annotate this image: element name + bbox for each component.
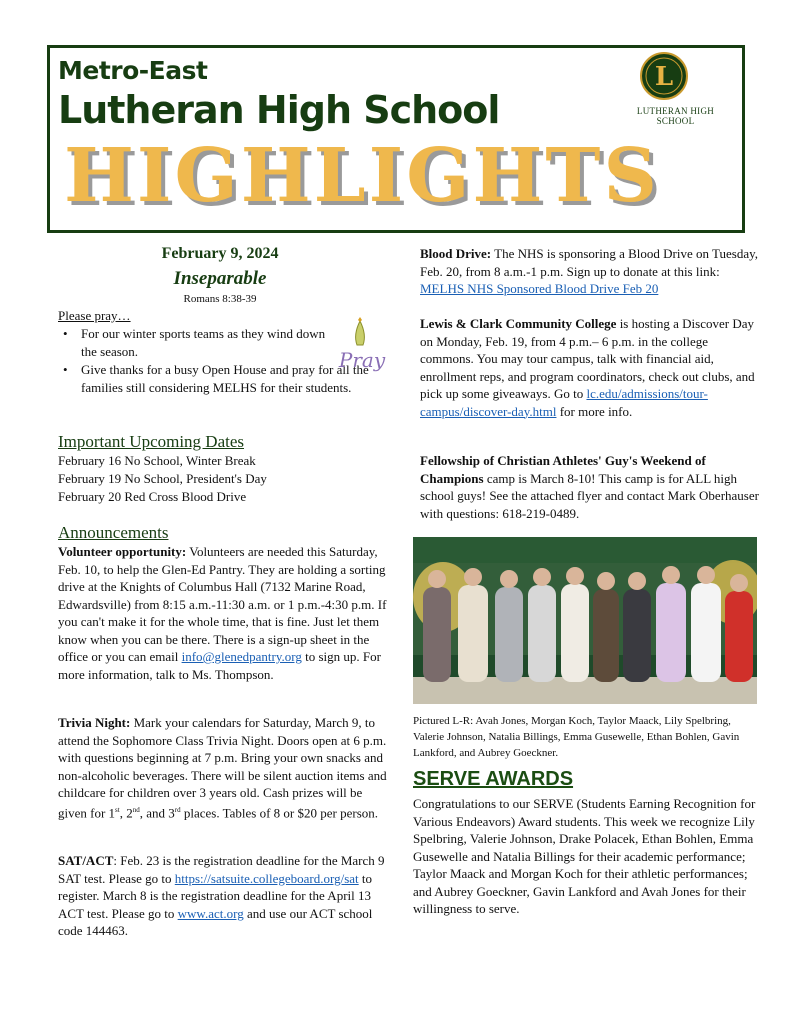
serve-awards-heading: SERVE AWARDS — [413, 768, 574, 790]
issue-verse: Romans 8:38-39 — [183, 293, 257, 305]
pray-icon-label: Pray — [338, 348, 386, 372]
act-link[interactable]: www.act.org — [177, 905, 244, 921]
serve-awards-paragraph: Congratulations to our SERVE (Students Earning Recognition for Various Endeavors) Award students. This week we recognize Lily Spelbring, Valerie Johnson, Drake Polacek, Ethan Bohlen, Emma Gusewelle and Natalia Billings for their academic performance; Taylor Maack and Morgan Koch for their athletic performances; and Aubrey Goeckner, Gavin Lankford and Avah Jones for their willingness to serve. — [413, 796, 756, 916]
fca-paragraph: Fellowship of Christian Athletes' Guy's Weekend of Champions camp is March 8-10! This camp is for ALL high school guys! See the attached flyer and contact Mark Oberhauser with questions: 618-219-0489. — [420, 453, 759, 521]
blood-drive-link[interactable]: MELHS NHS Sponsored Blood Drive Feb 20 — [420, 281, 659, 296]
sat-link[interactable]: https://satsuite.collegeboard.org/sat — [174, 870, 359, 886]
lewis-clark-paragraph: Lewis & Clark Community College is hosting a Discover Day on Monday, Feb. 19, from 4 p.m.– 6 p.m. in the college commons. You may tour campus, talk with financial aid, enrollment reps, and program coordinators, check out clubs, and pick up some giveaways. Go to lc.edu/admissions/tour-campus/discover-day.html for more info. — [420, 316, 755, 419]
issue-date: February 9, 2024 — [161, 245, 279, 262]
prayer-item: • Give thanks for a busy Open House and pray for all the families still considering MELHS for their students. — [63, 362, 369, 395]
date-item: February 20 Red Cross Blood Drive — [58, 489, 247, 504]
masthead-school-name: Lutheran High School — [58, 88, 500, 132]
masthead-line1: Metro-East — [58, 56, 208, 85]
sat-act-paragraph: SAT/ACT: Feb. 23 is the registration deadline for the March 9 SAT test. Please go to https://satsuite.collegeboard.org/sat to register. March 8 is the registration deadline for the April 13 ACT test. Please go to www.act.org and use our ACT school code 144463. — [58, 853, 385, 938]
logo-caption: LUTHERAN HIGH SCHOOL — [636, 106, 715, 126]
praying-hands-icon — [330, 315, 390, 373]
trivia-paragraph: Trivia Night: Mark your calendars for Saturday, March 9, to attend the Sophomore Class Trivia Night. Doors open at 6 p.m. with questions beginning at 7 p.m. Bring your own snacks and non-alcoholic beverages. There will be silent auction items and childcare for children over 3 years old. Cash prizes will be given for 1st, 2nd, and 3rd places. Tables of 8 or $20 per person. — [58, 715, 387, 820]
issue-theme: Inseparable — [173, 268, 267, 289]
discover-day-link[interactable]: lc.edu/admissions/tour-campus/discover-day.html — [420, 386, 708, 419]
pantry-email-link[interactable]: info@glenedpantry.org — [181, 649, 302, 664]
prayer-item: • For our winter sports teams as they wind down the season. — [63, 326, 326, 359]
date-item: February 19 No School, President's Day — [58, 471, 267, 486]
prayer-heading: Please pray… — [58, 308, 131, 323]
school-logo — [640, 52, 688, 100]
date-item: February 16 No School, Winter Break — [58, 453, 256, 468]
announcements-heading: Announcements — [58, 523, 169, 542]
masthead-highlights-banner: HIGHLIGHTS — [64, 133, 660, 219]
blood-drive-paragraph: Blood Drive: The NHS is sponsoring a Blood Drive on Tuesday, Feb. 20, from 8 a.m.-1 p.m. Sign up to donate at this link: MELHS NHS Sponsored Blood Drive Feb 20 — [420, 246, 759, 296]
volunteer-paragraph: Volunteer opportunity: Volunteers are needed this Saturday, Feb. 10, to help the Glen-Ed Pantry. They are holding a sorting drive at the Knights of Columbus Hall (7132 Marine Road, Edwardsville) from 8:15 a.m.-11:30 a.m. or 1 p.m.-4:30 p.m. If you can't make it for the whole time, that is fine. Just let them know when you can be there. There is a sign-up sheet in the office or you can email info@glenedpantry.org to sign up. For more information, talk to Ms. Thompson. — [58, 544, 387, 682]
dates-heading: Important Upcoming Dates — [58, 432, 245, 451]
serve-award-students-photo — [413, 537, 757, 704]
logo-letter: L — [654, 62, 674, 92]
photo-caption: Pictured L-R: Avah Jones, Morgan Koch, Taylor Maack, Lily Spelbring, Valerie Johnson, Natalia Billings, Emma Gusewelle, Ethan Bohlen, Gavin Lankford, and Aubrey Goeckner. — [413, 715, 740, 759]
